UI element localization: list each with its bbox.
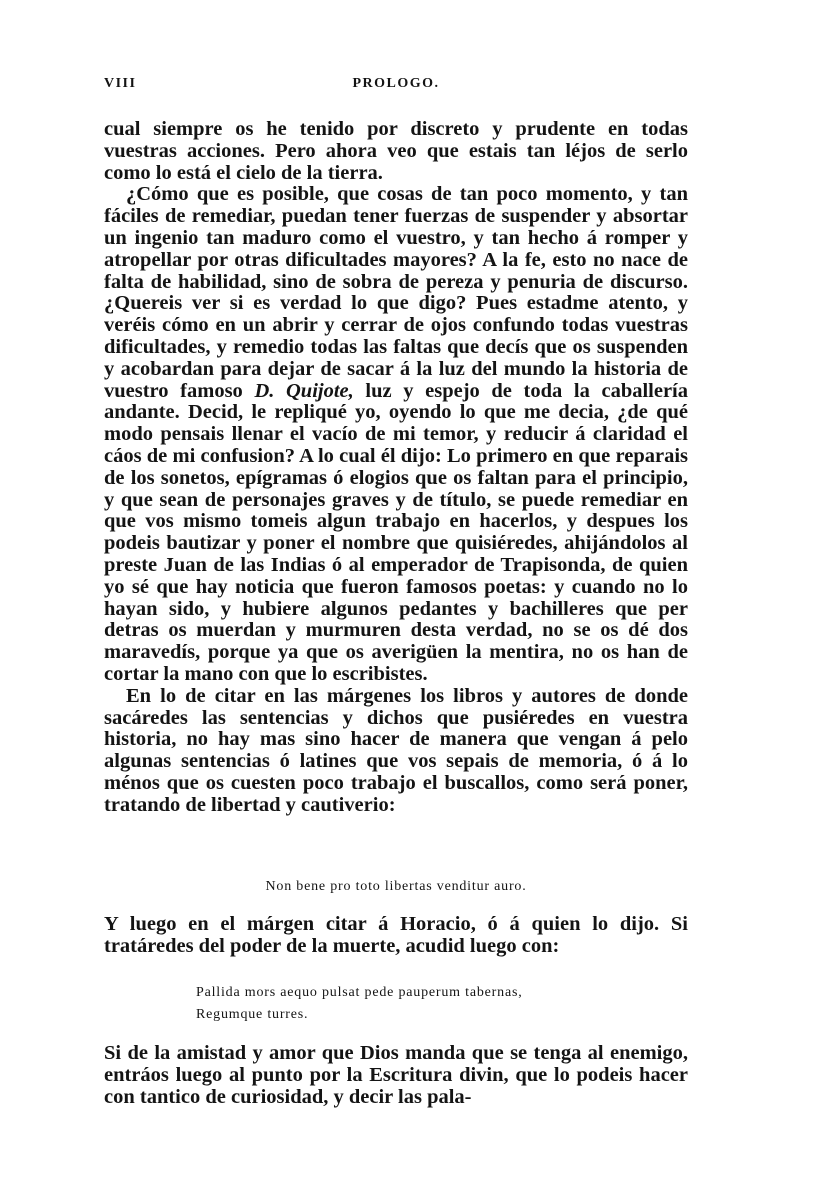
paragraph-5: Si de la amistad y amor que Dios manda que se tenga al enemigo, entráos luego al punto por la Escritura divin, que lo podeis hacer con tantico de curiosidad, y decir las pala- xyxy=(104,1042,688,1108)
paragraph-2-start: ¿Cómo que es posible, que cosas de tan poco momento, y tan fáciles de remediar, puedan tener fuerzas de suspender y absortar un ingenio tan maduro como el vuestro, y tan hecho á romper y atropellar por otras dificultades mayores? A la fe, esto no nace de falta de habilidad, sino de sobra de pereza y penuria de discurso. ¿Quereis ver si es verdad lo que digo? Pues estadme atento, y veréis cómo en un abrir y cerrar de ojos confundo todas vuestras dificultades, y remedio todas las faltas que decís que os suspenden y acobardan para dejar de sacar á la luz del mundo la historia de vuestro famoso xyxy=(104,183,688,402)
running-head xyxy=(104,76,688,100)
latin-quote-horace: Non bene pro toto libertas venditur auro. xyxy=(265,879,527,894)
latin-quote-death xyxy=(196,982,656,1026)
page-number: VIII xyxy=(104,76,137,91)
after-quote-2 xyxy=(104,1043,688,1108)
paragraph-1: cual siempre os he tenido por discreto y prudente en todas vuestras acciones. Pero ahora veo que estais tan léjos de serlo como lo está el cielo de la tierra. xyxy=(104,118,688,184)
quote-line-1: Pallida mors aequo pulsat pede pauperum tabernas, xyxy=(196,985,523,1000)
main-text xyxy=(104,119,688,817)
paragraph-3: En lo de citar en las márgenes los libros y autores de donde sacáredes las sentencias y dichos que pusiéredes en vuestra historia, no hay mas sino hacer de manera que vengan á pelo algunas sentencias ó latines que vos sepais de memoria, ó á lo ménos que os cuesten poco trabajo el buscallos, como será poner, tratando de libertad y cautiverio: xyxy=(104,684,688,816)
quote-line-2: Regumque turres. xyxy=(196,1007,309,1022)
running-head-title: PROLOGO. xyxy=(352,76,440,91)
paragraph-2-rest: luz y espejo de toda la caballería andante. Decid, le repliqué yo, oyendo lo que me decia, ¿de qué modo pensais llenar el vacío de mi temor, y reducir á claridad el cáos de mi confusion? A lo cual él dijo: Lo primero en que reparais de los sonetos, epígramas ó elogios que os faltan para el principio, y que sean de personajes graves y de título, se puede remediar en que vos mismo tomeis algun trabajo en hacerlos, y despues los podeis bautizar y poner el nombre que quisiéredes, ahijándolos al preste Juan de las Indias ó al emperador de Trapisonda, de quien yo sé que hay noticia que fueron famosos poetas: y cuando no lo hayan sido, y hubiere algunos pedantes y bachilleres que per detras os muerdan y murmuren desta verdad, no se os dé dos maravedís, porque ya que os averigüen la mentira, no os han de cortar la mano con que lo escribistes. xyxy=(104,379,689,685)
after-quote-1 xyxy=(104,914,688,958)
quijote-italic: D. Quijote, xyxy=(254,379,354,402)
paragraph-4: Y luego en el márgen citar á Horacio, ó á quien lo dijo. Si tratáredes del poder de la muerte, acudid luego con: xyxy=(104,913,688,957)
paragraph-2 xyxy=(104,184,688,685)
